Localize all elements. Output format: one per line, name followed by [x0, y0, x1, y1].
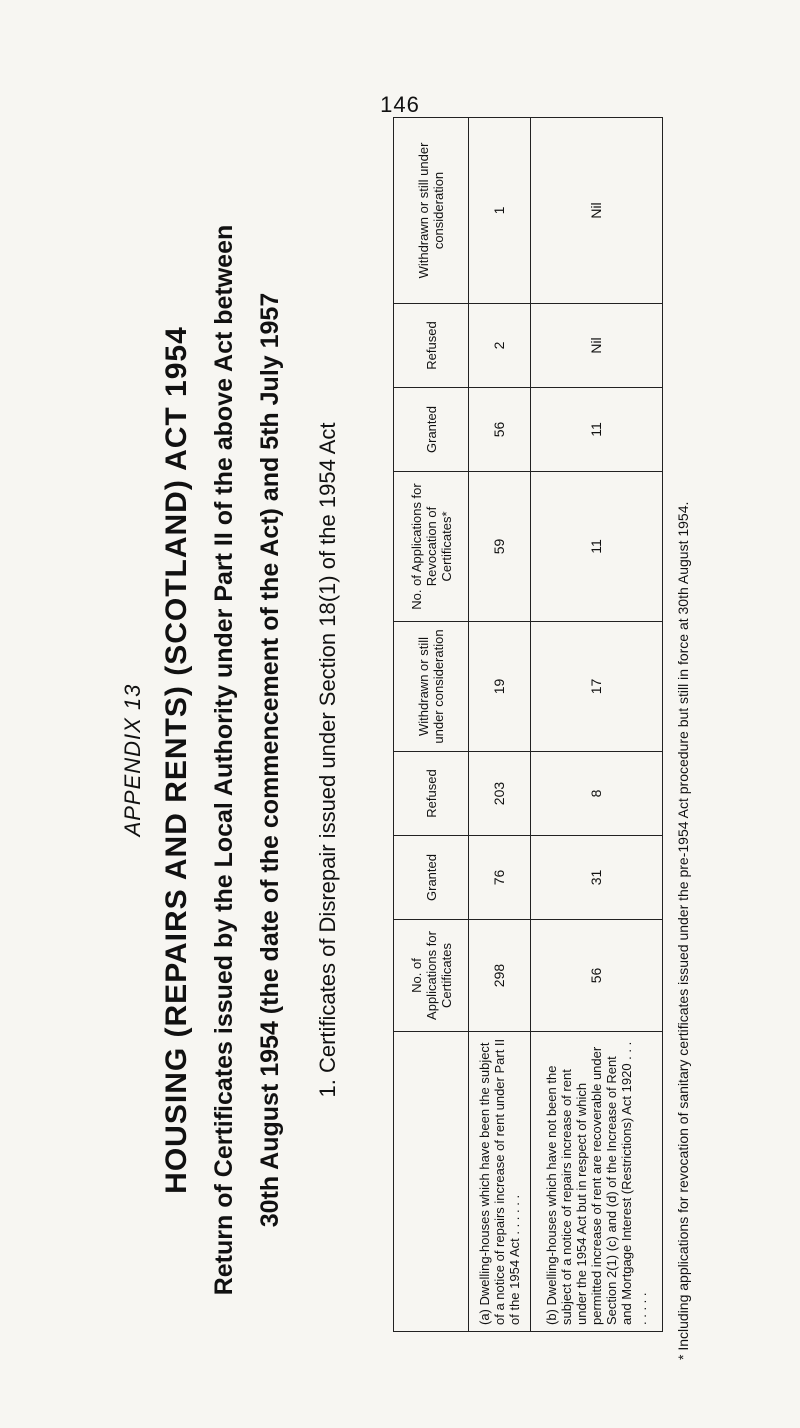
table-cell: 203	[469, 752, 531, 836]
footnote: * Including applications for revocation of sanitary certificates issued under the pre-1954 Act procedure but still in force at 30th August 1954.	[675, 501, 691, 1360]
table-cell: 19	[469, 622, 531, 752]
header-revocation-withdrawn: Withdrawn or still under consideration	[394, 118, 469, 304]
table-cell: 298	[469, 920, 531, 1032]
rotated-page-content	[10, 110, 710, 1410]
table-row	[530, 118, 663, 1332]
row-description: (b) Dwelling-houses which have not been the subject of a notice of repairs increase of rent under the 1954 Act but in respect of which permitted increase of rent are recoverable under Section 2(1) (c) and (d) of the Increase of Rent and Mortgage Interest (Restrictions) Act 1920 . . . . . . . .	[530, 1032, 663, 1332]
appendix-label: APPENDIX 13	[120, 683, 145, 837]
header-withdrawn: Withdrawn or still under consideration	[394, 622, 469, 752]
table-cell: Nil	[530, 118, 663, 304]
header-revocation-refused: Refused	[394, 304, 469, 388]
row-description: (a) Dwelling-houses which have been the subject of a notice of repairs increase of rent under Part II of the 1954 Act . . . . . .	[469, 1032, 531, 1332]
table-cell: 17	[530, 622, 663, 752]
page-number: 146	[380, 92, 420, 117]
header-blank	[394, 1032, 469, 1332]
table-row	[469, 118, 531, 1332]
table-cell: 11	[530, 388, 663, 472]
table-cell: 31	[530, 836, 663, 920]
header-applications: No. of Applications for Certificates	[394, 920, 469, 1032]
header-revocation-granted: Granted	[394, 388, 469, 472]
table-cell: 56	[530, 920, 663, 1032]
header-refused: Refused	[394, 752, 469, 836]
table-cell: 59	[469, 472, 531, 622]
table-cell: 2	[469, 304, 531, 388]
certificates-table	[393, 117, 663, 1332]
return-description-line2: 30th August 1954 (the date of the commencement of the Act) and 5th July 1957	[256, 292, 284, 1228]
return-description-line1: Return of Certificates issued by the Local Authority under Part II of the above Act between	[210, 224, 238, 1296]
header-revocation-applications: No. of Applications for Revocation of Certificates*	[394, 472, 469, 622]
table-cell: 56	[469, 388, 531, 472]
table-cell: 8	[530, 752, 663, 836]
table-cell: Nil	[530, 304, 663, 388]
document-title: HOUSING (REPAIRS AND RENTS) (SCOTLAND) ACT 1954	[160, 326, 193, 1194]
header-granted: Granted	[394, 836, 469, 920]
table-cell: 11	[530, 472, 663, 622]
section-subtitle: 1. Certificates of Disrepair issued under Section 18(1) of the 1954 Act	[315, 422, 340, 1098]
table-cell: 1	[469, 118, 531, 304]
table-header-row	[394, 118, 469, 1332]
table-cell: 76	[469, 836, 531, 920]
